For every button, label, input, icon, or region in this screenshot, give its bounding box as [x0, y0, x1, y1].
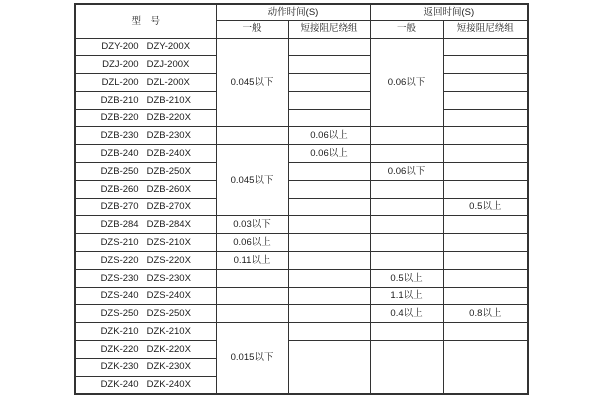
action-general-cell: 0.11以上	[216, 252, 288, 270]
model-name: DZB-220	[100, 112, 139, 124]
action-damping-cell	[288, 234, 370, 252]
model-cell	[75, 56, 216, 74]
model-cell	[75, 287, 216, 305]
return-damping-cell	[443, 109, 528, 127]
model-name: DZS-240	[100, 290, 139, 302]
action-general-cell: 0.06以上	[216, 234, 288, 252]
model-name-x: DZK-230X	[146, 361, 191, 373]
model-cell	[75, 145, 216, 163]
model-name: DZB-250	[100, 165, 139, 177]
model-name: DZS-220	[100, 254, 139, 266]
model-name-x: DZB-260X	[146, 183, 191, 195]
action-general-header: 一般	[216, 20, 288, 38]
action-damping-cell	[288, 180, 370, 198]
action-general-cell	[216, 269, 288, 287]
model-name-x: DZB-284X	[146, 219, 191, 231]
model-cell	[75, 341, 216, 359]
model-name: DZK-240	[100, 379, 139, 391]
table-row	[75, 38, 528, 56]
model-cell	[75, 163, 216, 181]
model-name-x: DZB-230X	[146, 130, 191, 142]
model-cell	[75, 180, 216, 198]
return-general-header: 一般	[370, 20, 443, 38]
model-name: DZB-284	[100, 219, 139, 231]
model-name-x: DZK-210X	[146, 325, 191, 337]
action-general-cell: 0.045以下	[216, 145, 288, 216]
model-column-header: 型 号	[75, 4, 216, 38]
return-general-cell	[370, 180, 443, 198]
action-damping-cell	[288, 109, 370, 127]
table-row	[75, 127, 528, 145]
return-time-header: 返回时间(S)	[370, 4, 528, 20]
return-damping-cell	[443, 38, 528, 56]
return-general-cell	[370, 252, 443, 270]
action-damping-cell	[288, 323, 370, 341]
return-general-cell	[370, 234, 443, 252]
return-general-cell: 0.5以上	[370, 269, 443, 287]
model-cell	[75, 269, 216, 287]
model-name-x: DZB-240X	[146, 147, 191, 159]
model-cell	[75, 91, 216, 109]
return-damping-cell	[443, 163, 528, 181]
return-general-cell	[370, 323, 443, 341]
action-damping-cell: 0.06以上	[288, 145, 370, 163]
model-name-x: DZK-220X	[146, 343, 191, 355]
table-row	[75, 180, 528, 198]
return-damping-cell	[443, 145, 528, 163]
model-name: DZB-260	[100, 183, 139, 195]
return-general-cell: 0.4以上	[370, 305, 443, 323]
table-row	[75, 91, 528, 109]
model-name-x: DZS-210X	[146, 236, 191, 248]
model-name: DZK-210	[100, 325, 139, 337]
return-general-cell	[370, 145, 443, 163]
model-cell	[75, 252, 216, 270]
table-row	[75, 56, 528, 74]
return-damping-header: 短接阻尼绕组	[443, 20, 528, 38]
return-damping-cell	[443, 341, 528, 394]
model-name-x: DZK-240X	[146, 379, 191, 391]
action-damping-cell	[288, 269, 370, 287]
action-damping-cell	[288, 341, 370, 394]
table-row	[75, 198, 528, 216]
header-row-1	[75, 4, 528, 20]
return-general-cell	[370, 216, 443, 234]
return-general-cell	[370, 198, 443, 216]
model-name-x: DZB-270X	[146, 201, 191, 213]
action-damping-cell	[288, 38, 370, 56]
model-name: DZB-230	[100, 130, 139, 142]
return-general-cell: 1.1以上	[370, 287, 443, 305]
model-name: DZS-210	[100, 236, 139, 248]
model-name-x: DZS-220X	[146, 254, 191, 266]
return-damping-cell	[443, 287, 528, 305]
action-damping-cell	[288, 198, 370, 216]
model-name: DZS-230	[100, 272, 139, 284]
return-damping-cell	[443, 91, 528, 109]
return-damping-cell	[443, 252, 528, 270]
model-cell	[75, 216, 216, 234]
model-cell	[75, 109, 216, 127]
action-damping-cell	[288, 287, 370, 305]
model-cell	[75, 305, 216, 323]
action-time-header: 动作时间(S)	[216, 4, 370, 20]
return-damping-cell	[443, 216, 528, 234]
return-damping-cell	[443, 127, 528, 145]
action-damping-cell	[288, 252, 370, 270]
model-name-x: DZB-220X	[146, 112, 191, 124]
return-general-cell: 0.06以下	[370, 163, 443, 181]
table-row	[75, 305, 528, 323]
model-name: DZB-270	[100, 201, 139, 213]
table-row	[75, 145, 528, 163]
model-name-x: DZS-250X	[146, 308, 191, 320]
action-general-cell: 0.045以下	[216, 38, 288, 127]
model-cell	[75, 376, 216, 394]
table-row	[75, 234, 528, 252]
table-row	[75, 323, 528, 341]
action-general-cell	[216, 305, 288, 323]
model-cell	[75, 74, 216, 92]
return-damping-cell	[443, 323, 528, 341]
return-general-cell	[370, 341, 443, 394]
model-cell	[75, 323, 216, 341]
action-damping-cell	[288, 91, 370, 109]
model-name: DZJ-200	[102, 58, 139, 70]
model-name: DZY-200	[101, 41, 139, 53]
model-cell	[75, 127, 216, 145]
model-name-x: DZY-200X	[146, 41, 191, 53]
return-damping-cell	[443, 234, 528, 252]
model-cell	[75, 358, 216, 376]
return-damping-cell	[443, 56, 528, 74]
model-name-x: DZJ-200X	[146, 58, 190, 70]
return-damping-cell	[443, 74, 528, 92]
return-damping-cell: 0.8以上	[443, 305, 528, 323]
model-name: DZS-250	[100, 308, 139, 320]
action-general-cell	[216, 127, 288, 145]
return-damping-cell	[443, 180, 528, 198]
action-damping-cell	[288, 305, 370, 323]
action-damping-cell	[288, 216, 370, 234]
action-damping-header: 短接阻尼绕组	[288, 20, 370, 38]
action-general-cell	[216, 287, 288, 305]
model-name-x: DZB-210X	[146, 94, 191, 106]
table-row	[75, 269, 528, 287]
action-damping-cell: 0.06以上	[288, 127, 370, 145]
action-damping-cell	[288, 74, 370, 92]
table-row	[75, 341, 528, 359]
model-cell	[75, 38, 216, 56]
action-general-cell: 0.03以下	[216, 216, 288, 234]
model-name: DZK-220	[100, 343, 139, 355]
model-name-x: DZB-250X	[146, 165, 191, 177]
model-name: DZB-240	[100, 147, 139, 159]
table-row	[75, 216, 528, 234]
action-general-cell: 0.015以下	[216, 323, 288, 394]
return-general-cell: 0.06以下	[370, 38, 443, 127]
table-row	[75, 287, 528, 305]
model-name: DZK-230	[100, 361, 139, 373]
relay-timing-spec-table	[74, 3, 529, 395]
table-row	[75, 252, 528, 270]
action-damping-cell	[288, 163, 370, 181]
return-damping-cell	[443, 269, 528, 287]
return-general-cell	[370, 127, 443, 145]
table-row	[75, 163, 528, 181]
table-row	[75, 74, 528, 92]
model-cell	[75, 198, 216, 216]
return-damping-cell: 0.5以上	[443, 198, 528, 216]
model-name-x: DZL-200X	[146, 76, 190, 88]
action-damping-cell	[288, 56, 370, 74]
model-cell	[75, 234, 216, 252]
model-name: DZB-210	[100, 94, 139, 106]
model-name: DZL-200	[101, 76, 139, 88]
table-row	[75, 109, 528, 127]
model-name-x: DZS-230X	[146, 272, 191, 284]
model-name-x: DZS-240X	[146, 290, 191, 302]
